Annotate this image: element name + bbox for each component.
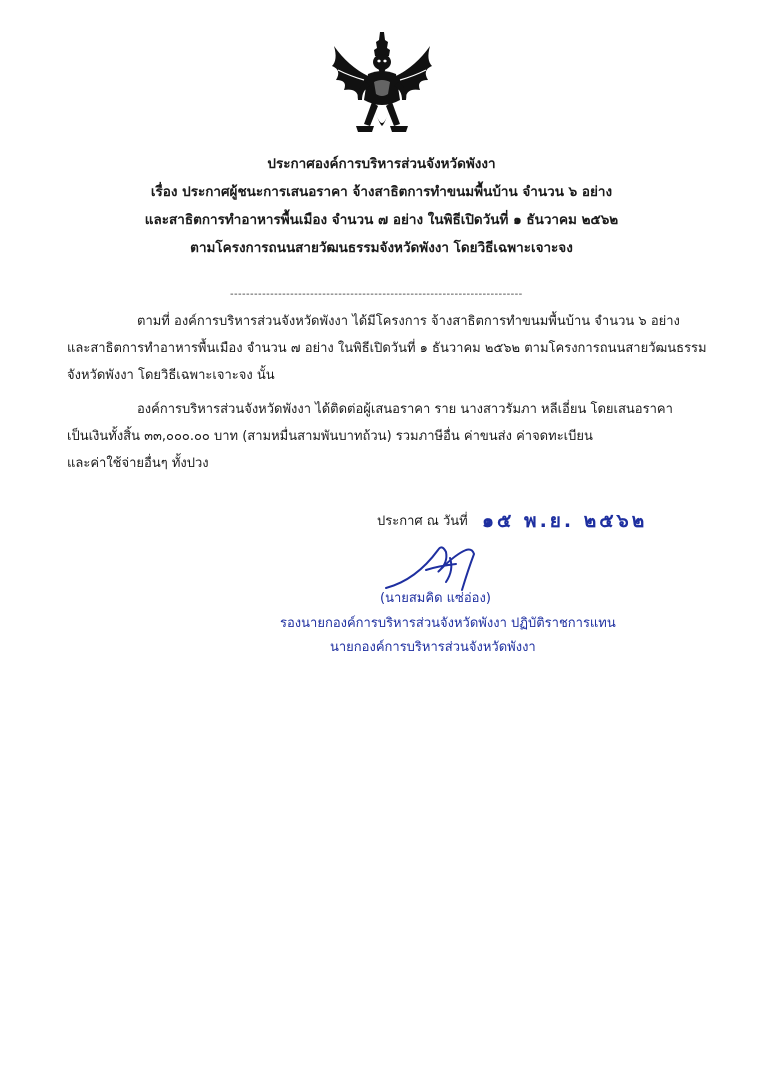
paragraph-1-line-3: จังหวัดพังงา โดยวิธีเฉพาะเจาะจง นั้น xyxy=(67,368,275,383)
paragraph-1-line-1: ตามที่ องค์การบริหารส่วนจังหวัดพังงา ได้มีโครงการ จ้างสาธิตการทำขนมพื้นบ้าน จำนวน ๖ อย่าง xyxy=(137,314,680,329)
signatory-position-line-1: รองนายกองค์การบริหารส่วนจังหวัดพังงา ปฏิบัติราชการแทน xyxy=(280,616,616,631)
signatory-position-line-2: นายกองค์การบริหารส่วนจังหวัดพังงา xyxy=(330,640,536,655)
garuda-emblem-icon xyxy=(328,30,436,142)
subject-line-3: ตามโครงการถนนสายวัฒนธรรมจังหวัดพังงา โดยวิธีเฉพาะเจาะจง xyxy=(190,240,573,256)
paragraph-1-line-2: และสาธิตการทำอาหารพื้นเมือง จำนวน ๗ อย่าง ในพิธีเปิดวันที่ ๑ ธันวาคม ๒๕๖๒ ตามโครงการถนนสายวัฒนธรรม xyxy=(67,341,707,356)
paragraph-2-line-3: และค่าใช้จ่ายอื่นๆ ทั้งปวง xyxy=(67,456,209,471)
signatory-name: (นายสมคิด แซ่อ่อง) xyxy=(380,591,491,606)
announcement-date-label: ประกาศ ณ วันที่ xyxy=(377,514,468,529)
paragraph-2-line-2: เป็นเงินทั้งสิ้น ๓๓,๐๐๐.๐๐ บาท (สามหมื่นสามพันบาทถ้วน) รวมภาษีอื่น ค่าขนส่ง ค่าจดทะเบียน xyxy=(67,429,593,444)
separator-line: ------------------------------------------------------------------------- xyxy=(230,289,523,300)
subject-line-2: และสาธิตการทำอาหารพื้นเมือง จำนวน ๗ อย่าง ในพิธีเปิดวันที่ ๑ ธันวาคม ๒๕๖๒ xyxy=(144,212,619,228)
announcement-title: ประกาศองค์การบริหารส่วนจังหวัดพังงา xyxy=(267,156,496,172)
announcement-date-stamp: ๑๕ พ.ย. ๒๕๖๒ xyxy=(482,510,648,532)
subject-line-1: เรื่อง ประกาศผู้ชนะการเสนอราคา จ้างสาธิตการทำขนมพื้นบ้าน จำนวน ๖ อย่าง xyxy=(150,184,613,200)
paragraph-2-line-1: องค์การบริหารส่วนจังหวัดพังงา ได้ติดต่อผู้เสนอราคา ราย นางสาวรัมภา หลีเอี่ยน โดยเสนอราคา xyxy=(137,402,673,417)
